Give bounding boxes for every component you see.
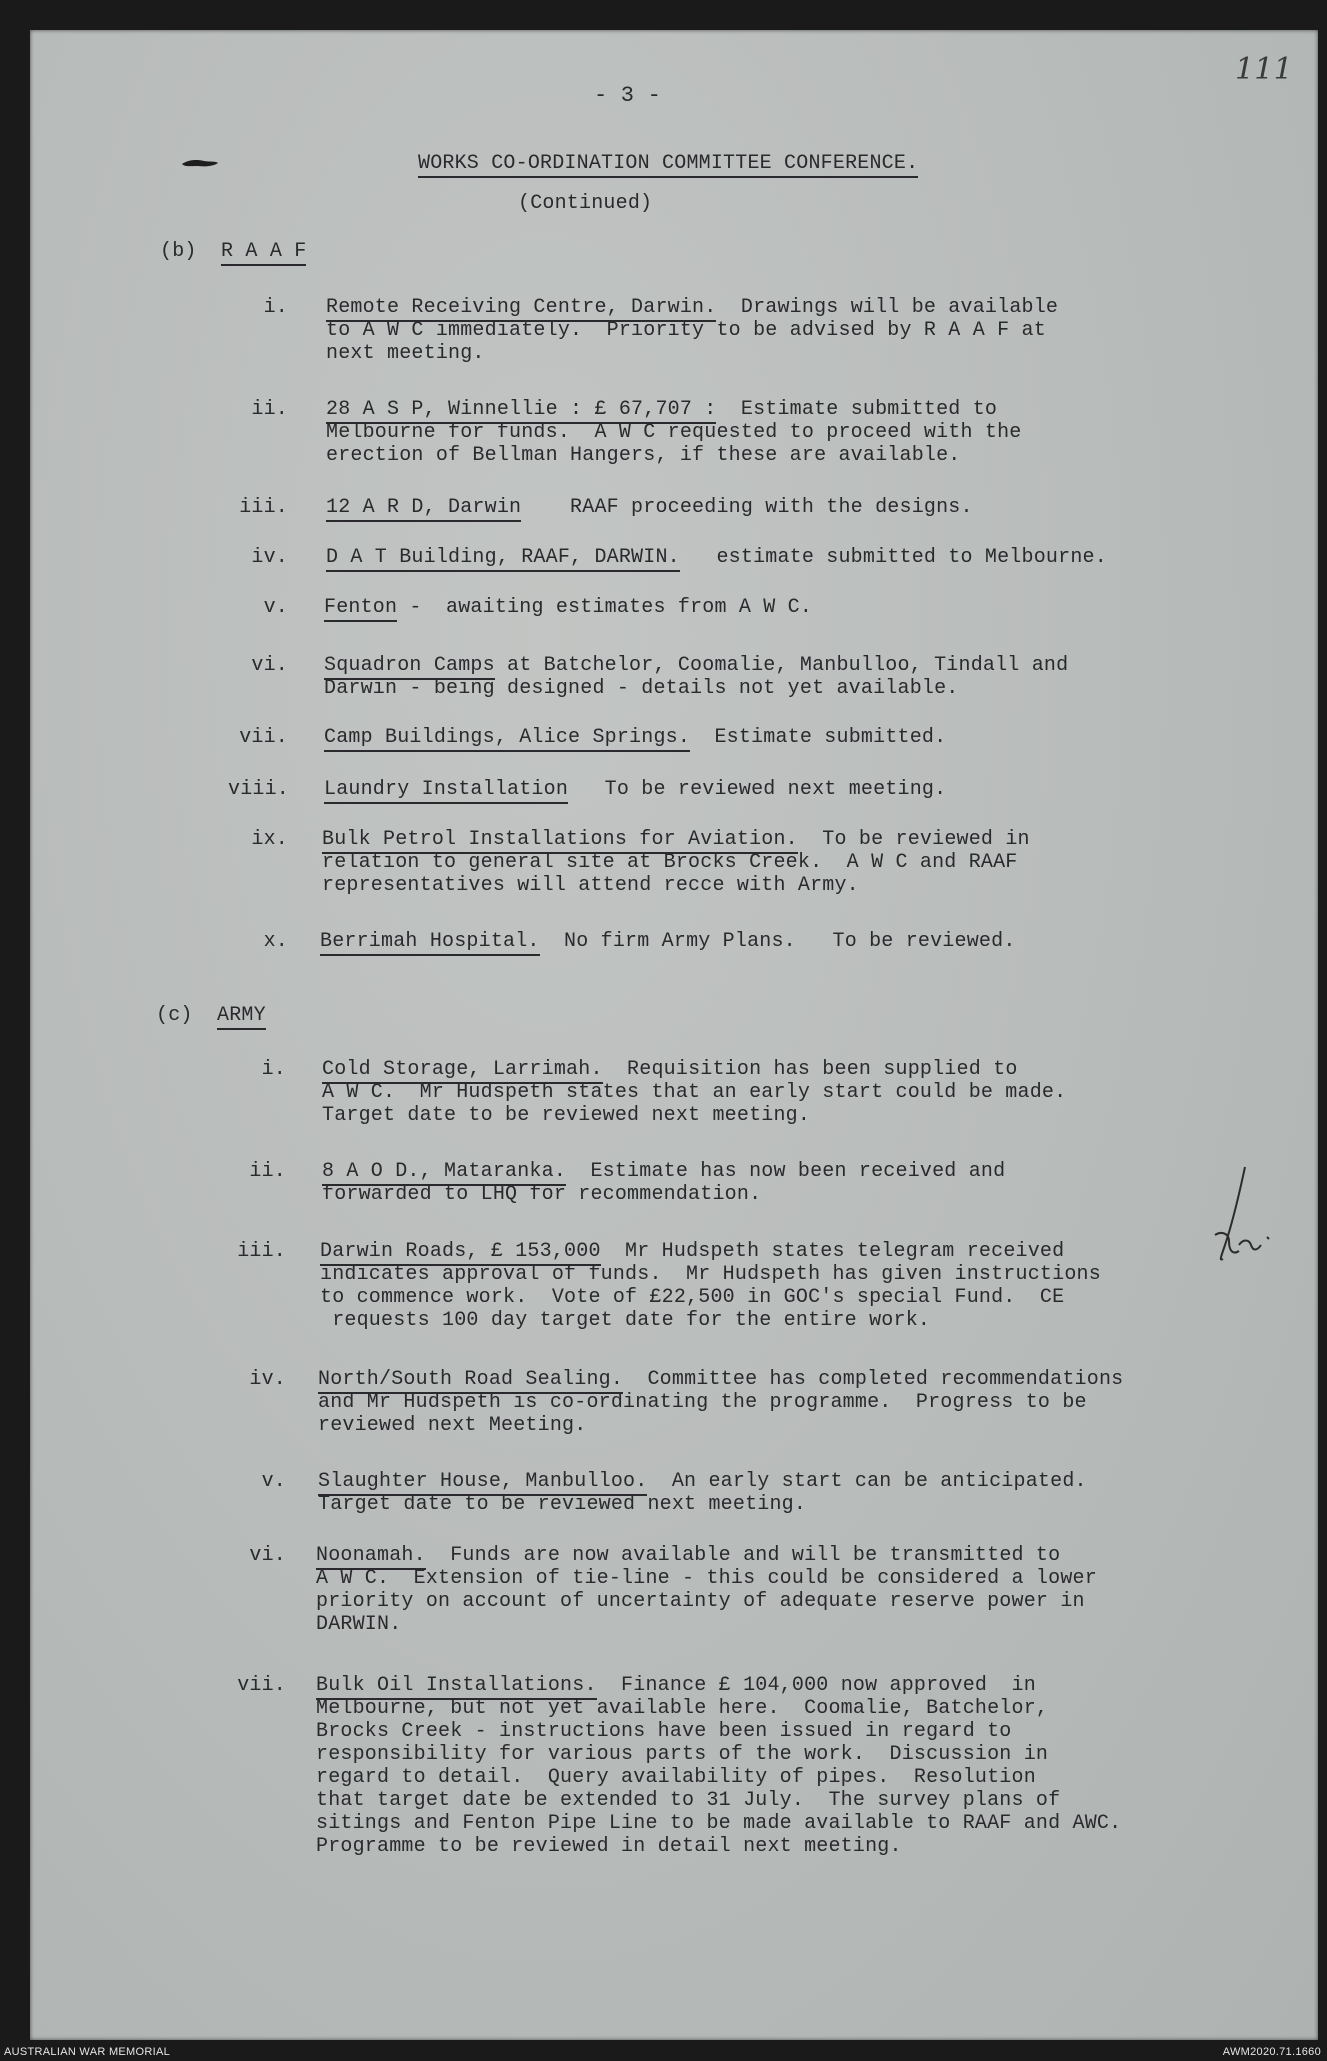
item-first-line [324,596,812,619]
item-text: Finance £ 104,000 now approved in [596,1674,1036,1697]
item-text: at Batchelor, Coomalie, Manbulloo, Tindall and [494,654,1069,677]
item-text: No firm Army Plans. To be reviewed. [539,930,1016,953]
item-text-line: erection of Bellman Hangers, if these are available. [326,444,961,467]
section-title: ARMY [217,1004,266,1030]
item-heading: Noonamah. [316,1544,426,1570]
item-text-line: Target date to be reviewed next meeting. [322,1104,811,1127]
item-text: estimate submitted to Melbourne. [679,546,1107,569]
page-number: - 3 - [594,83,662,108]
item-first-line [326,496,973,519]
item-number: iv. [251,546,288,569]
ink-blot-mark [180,156,220,170]
item-text-line: next meeting. [326,342,485,365]
item-number: i. [261,1058,286,1081]
section-label: (c) [156,1004,193,1027]
item-number: vii. [237,1674,286,1697]
item-first-line [322,1160,1005,1183]
item-text: To be reviewed in [797,828,1030,851]
item-number: vii. [239,726,288,749]
item-first-line [322,828,1030,851]
item-number: vi. [249,1544,286,1567]
item-first-line [316,1674,1036,1697]
item-text-line: Target date to be reviewed next meeting. [318,1493,807,1516]
item-text-line: Programme to be reviewed in detail next meeting. [316,1835,902,1858]
item-text-line: DARWIN. [316,1613,402,1636]
item-first-line [324,654,1068,677]
item-number: iv. [249,1368,286,1391]
item-heading: 12 A R D, Darwin [326,496,521,522]
item-heading: 8 A O D., Mataranka. [322,1160,566,1186]
folio-number: 111 [1235,52,1293,87]
item-text-line: to A W C immediately. Priority to be advised by R A A F at [326,319,1046,342]
item-text: Estimate submitted to [716,398,998,421]
item-text-line: A W C. Mr Hudspeth states that an early start could be made. [322,1081,1067,1104]
item-text-line: indicates approval of funds. Mr Hudspeth has given instructions [320,1263,1101,1286]
item-heading: Bulk Petrol Installations for Aviation. [322,828,798,854]
item-text: Estimate has now been received and [566,1160,1006,1183]
item-heading: Fenton [324,596,397,622]
item-text-line: responsibility for various parts of the work. Discussion in [316,1743,1049,1766]
item-first-line [324,726,946,749]
item-text: Estimate submitted. [690,726,947,749]
item-first-line [322,1058,1018,1081]
item-number: ii. [249,1160,286,1183]
item-number: i. [263,296,288,319]
item-first-line [324,778,946,801]
document-subtitle: (Continued) [518,192,653,215]
item-text: Mr Hudspeth states telegram received [600,1240,1065,1263]
item-first-line [316,1544,1060,1567]
item-text-line: A W C. Extension of tie-line - this could be considered a lower [316,1567,1097,1590]
item-heading: Slaughter House, Manbulloo. [318,1470,647,1496]
item-text-line: to commence work. Vote of £22,500 in GOC's special Fund. CE [320,1286,1065,1309]
item-text-line: Brocks Creek - instructions have been issued in regard to [316,1720,1012,1743]
item-heading: Squadron Camps [324,654,495,680]
item-text-line: Melbourne, but not yet available here. Coomalie, Batchelor, [316,1697,1049,1720]
footer-reference: AWM2020.71.1660 [1222,2046,1321,2058]
item-text-line: requests 100 day target date for the entire work. [320,1309,931,1332]
item-text-line: reviewed next Meeting. [318,1414,587,1437]
item-text-line: Darwin - being designed - details not yet available. [324,677,959,700]
handwritten-initials [1195,1165,1275,1275]
item-heading: Laundry Installation [324,778,568,804]
item-number: x. [263,930,288,953]
section-title: R A A F [221,240,306,266]
item-number: ii. [251,398,288,421]
item-heading: Remote Receiving Centre, Darwin. [326,296,716,322]
item-number: ix. [251,828,288,851]
section-heading-army [156,1004,266,1027]
item-text-line: sitings and Fenton Pipe Line to be made available to RAAF and AWC. [316,1812,1122,1835]
item-number: vi. [251,654,288,677]
document-title: WORKS CO-ORDINATION COMMITTEE CONFERENCE. [418,152,918,178]
item-heading: Darwin Roads, £ 153,000 [320,1240,601,1266]
item-first-line [320,1240,1064,1263]
item-number: iii. [237,1240,286,1263]
item-heading: North/South Road Sealing. [318,1368,623,1394]
item-first-line [318,1368,1123,1391]
item-number: iii. [239,496,288,519]
item-text: An early start can be anticipated. [647,1470,1087,1493]
item-text-line: that target date be extended to 31 July. The survey plans of [316,1789,1061,1812]
item-text: Committee has completed recommendations [623,1368,1124,1391]
item-heading: Cold Storage, Larrimah. [322,1058,603,1084]
item-text: RAAF proceeding with the designs. [521,496,973,519]
item-text-line: representatives will attend recce with Army. [322,874,859,897]
item-text: Drawings will be available [716,296,1059,319]
footer-institution: AUSTRALIAN WAR MEMORIAL [4,2046,171,2058]
item-text-line: relation to general site at Brocks Creek. A W C and RAAF [322,851,1018,874]
item-heading: Berrimah Hospital. [320,930,540,956]
item-number: viii. [228,778,290,801]
item-text-line: regard to detail. Query availability of pipes. Resolution [316,1766,1036,1789]
item-first-line [318,1470,1087,1493]
item-first-line [326,296,1058,319]
item-text-line: forwarded to LHQ for recommendation. [322,1183,762,1206]
item-text-line: Melbourne for funds. A W C requested to proceed with the [326,421,1022,444]
item-text-line: and Mr Hudspeth is co-ordinating the programme. Progress to be [318,1391,1087,1414]
item-number: v. [261,1470,286,1493]
item-heading: Camp Buildings, Alice Springs. [324,726,690,752]
item-text: - awaiting estimates from A W C. [397,596,813,619]
item-first-line [326,546,1107,569]
item-text: Requisition has been supplied to [602,1058,1018,1081]
item-number: v. [263,596,288,619]
item-text: To be reviewed next meeting. [568,778,947,801]
item-first-line [320,930,1016,953]
section-heading-raaf [160,240,306,263]
item-text: Funds are now available and will be transmitted to [425,1544,1061,1567]
item-text-line: priority on account of uncertainty of adequate reserve power in [316,1590,1085,1613]
item-heading: 28 A S P, Winnellie : £ 67,707 : [326,398,716,424]
section-label: (b) [160,240,197,263]
item-first-line [326,398,997,421]
item-heading: Bulk Oil Installations. [316,1674,597,1700]
item-heading: D A T Building, RAAF, DARWIN. [326,546,680,572]
